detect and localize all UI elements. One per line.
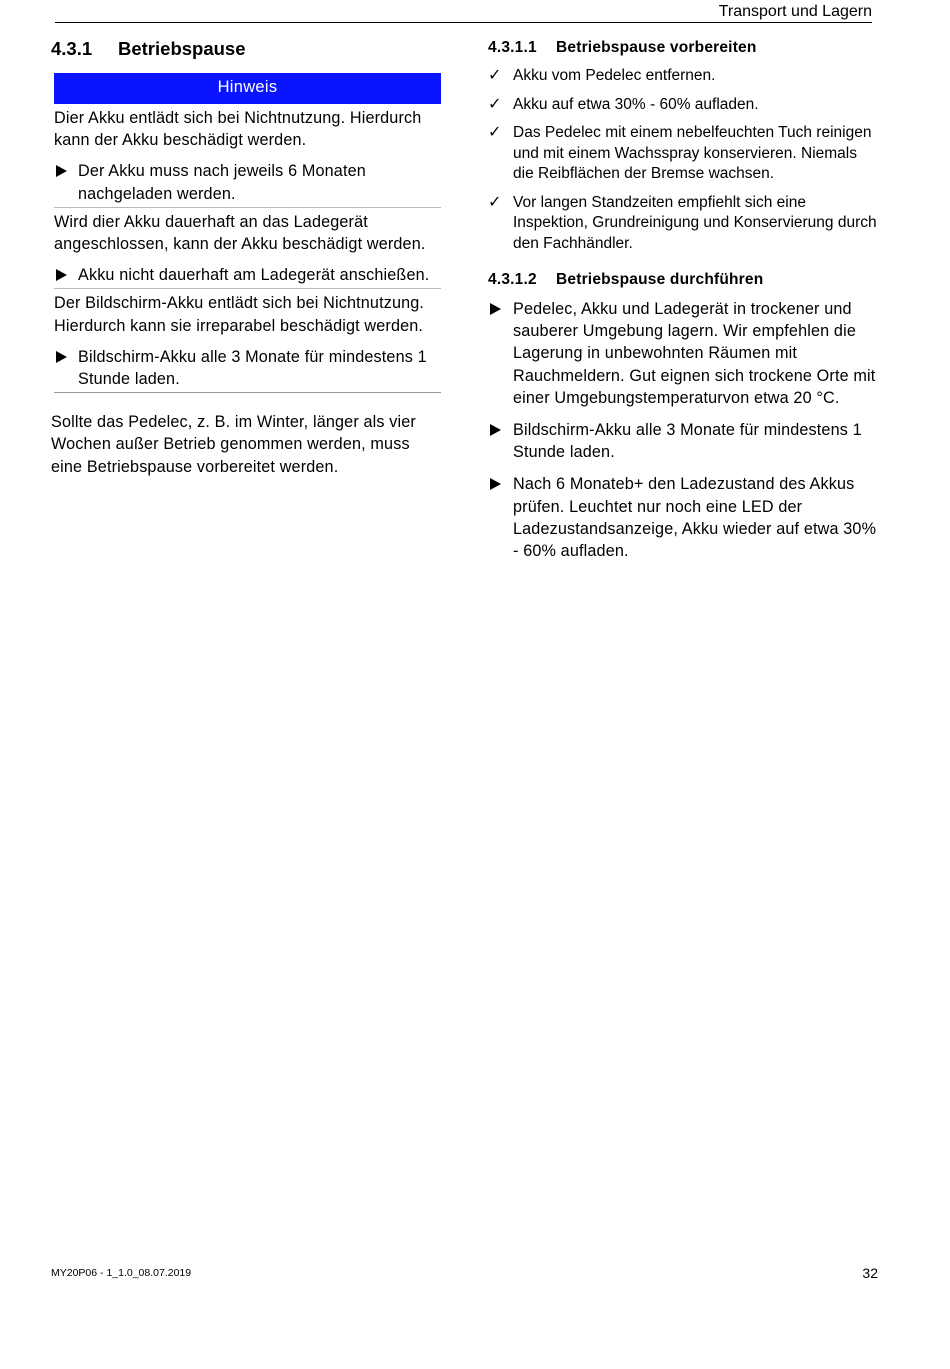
subsection-heading <box>488 268 880 292</box>
checkmark-icon: ✓ <box>488 65 502 84</box>
arrow-right-icon <box>490 424 501 436</box>
checklist <box>488 66 880 254</box>
arrow-right-icon <box>56 351 67 363</box>
checklist-item <box>488 123 880 185</box>
subsection-heading <box>488 36 880 60</box>
notice-block <box>54 104 441 208</box>
subsection-title: Betriebspause vorbereiten <box>556 39 757 56</box>
footer-doc-id: MY20P06 - 1_1.0_08.07.2019 <box>51 1267 192 1279</box>
notice-text: Dier Akku entlädt sich bei Nichtnutzung. Hierdurch kann der Akku beschädigt werden. <box>54 109 422 150</box>
checkmark-icon: ✓ <box>488 122 502 141</box>
checkmark-icon: ✓ <box>488 93 502 113</box>
page-number: 32 <box>862 1265 878 1281</box>
step-item <box>488 298 880 409</box>
notice-label: Hinweis <box>54 73 441 104</box>
checklist-item <box>488 193 880 255</box>
checklist-text: Akku vom Pedelec entfernen. <box>513 67 716 84</box>
section-heading <box>51 36 443 62</box>
notice-text: Wird dier Akku dauerhaft an das Ladegerät angeschlossen, kann der Akku beschädigt werden. <box>54 212 426 254</box>
arrow-right-icon <box>490 478 501 490</box>
checklist-text: Das Pedelec mit einem nebelfeuchten Tuch reinigen und mit einem Wachsspray konservieren. Niemals die Reibflächen der Bremse wachsen. <box>513 124 872 182</box>
notice-step-text: Akku nicht dauerhaft am Ladegerät anschießen. <box>78 266 430 285</box>
notice-text: Der Bildschirm-Akku entlädt sich bei Nichtnutzung. Hierdurch kann sie irreparabel beschädigt werden. <box>54 294 425 335</box>
notice-step-text: Der Akku muss nach jeweils 6 Monaten nachgeladen werden. <box>78 162 366 203</box>
arrow-right-icon <box>56 165 67 177</box>
checkmark-icon: ✓ <box>488 191 502 211</box>
notice-step-text: Bildschirm-Akku alle 3 Monate für mindestens 1 Stunde laden. <box>78 347 427 389</box>
notice-step <box>54 346 441 390</box>
notice-block <box>54 208 441 290</box>
checklist-item <box>488 95 880 116</box>
notice-block <box>54 289 441 393</box>
step-text: Pedelec, Akku und Ladegerät in trockener und sauberer Umgebung lagern. Wir empfehlen die Lagerung in unbewohnten Räumen mit Rauchmeldern. Gut eignen sich trockene Orte mit einer Umgebungstemperaturvon etwa 20 °C. <box>513 300 876 407</box>
checklist-text: Akku auf etwa 30% - 60% aufladen. <box>513 95 759 113</box>
step-text: Nach 6 Monateb+ den Ladezustand des Akkus prüfen. Leuchtet nur noch eine LED der Ladezustandsanzeige, Akku wieder auf etwa 30% - 60% aufladen. <box>513 475 877 561</box>
subsection-number: 4.3.1.2 <box>488 271 537 288</box>
subsection-title: Betriebspause durchführen <box>556 271 764 288</box>
step-item <box>488 419 880 463</box>
right-column <box>488 36 880 572</box>
header-rule <box>55 22 872 23</box>
page-header-title: Transport und Lagern <box>718 3 872 20</box>
section-number: 4.3.1 <box>51 38 93 59</box>
checklist-text: Vor langen Standzeiten empfiehlt sich eine Inspektion, Grundreinigung und Konservierung durch den Fachhändler. <box>513 193 877 252</box>
arrow-right-icon <box>490 303 501 315</box>
arrow-right-icon <box>56 269 67 281</box>
notice-step <box>54 160 441 204</box>
section-title: Betriebspause <box>118 38 246 59</box>
step-text: Bildschirm-Akku alle 3 Monate für mindestens 1 Stunde laden. <box>513 421 862 462</box>
step-list <box>488 298 880 562</box>
subsection-number: 4.3.1.1 <box>488 39 537 56</box>
body-paragraph: Sollte das Pedelec, z. B. im Winter, länger als vier Wochen außer Betrieb genommen werden, muss eine Betriebspause vorbereitet werden. <box>51 413 416 476</box>
left-column <box>51 36 443 478</box>
notice-box <box>54 73 441 393</box>
checklist-item <box>488 66 880 87</box>
step-item <box>488 473 880 562</box>
notice-step <box>54 264 441 286</box>
